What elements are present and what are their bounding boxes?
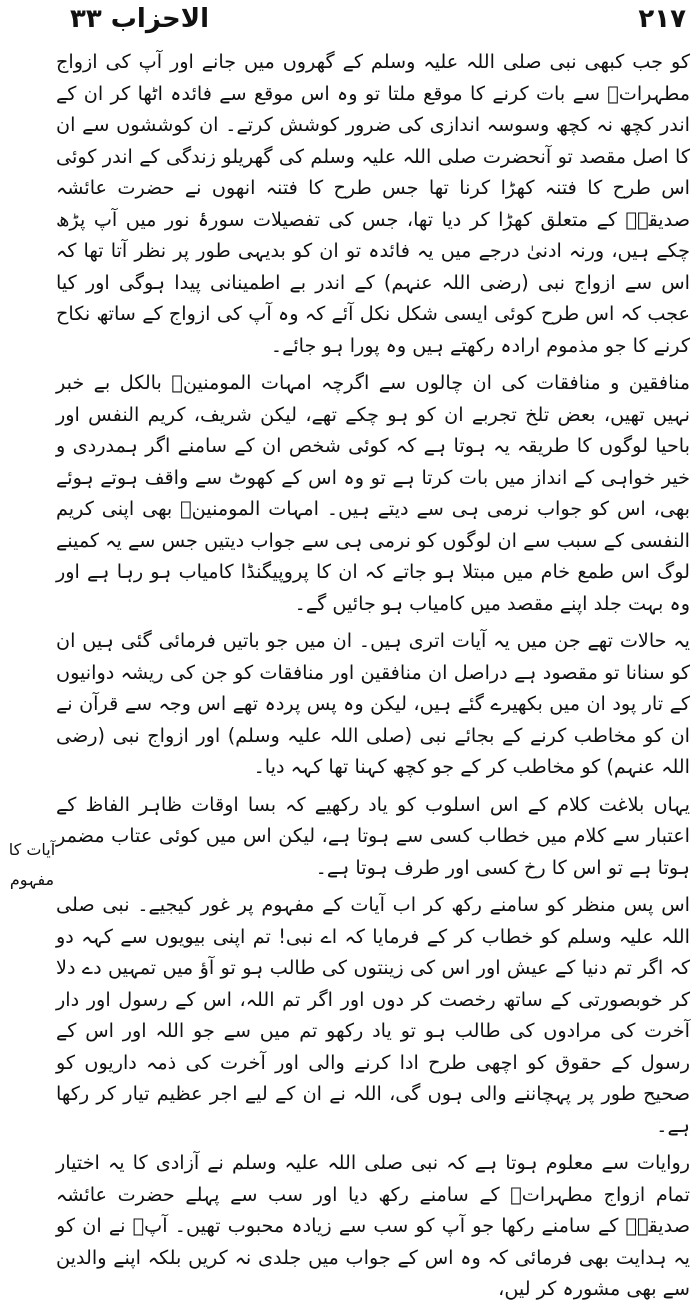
paragraph: کو جب کبھی نبی صلی اللہ علیہ وسلم کے گھروں میں جانے اور آپ کی ازواج مطہراتؓ سے بات کرنے کا موقع ملتا تو وہ اس موقع سے فائدہ اٹھا کر ان کے اندر کچھ نہ کچھ وسوسہ اندازی کی ضرور کوشش کرتے۔ ان کوششوں سے ان کا اصل مقصد تو آنحضرت صلی اللہ علیہ وسلم کی گھریلو زندگی کے اندر کوئی اس طرح کا فتنہ کھڑا کرنا تھا جس طرح کا فتنہ انھوں نے حضرت عائشہ صدیقہؓ کے متعلق کھڑا کر دیا تھا، جس کی تفصیلات سورۂ نور میں آپ پڑھ چکے ہیں، ورنہ ادنیٰ درجے میں یہ فائدہ تو ان کو بدیہی طور پر نظر آتا تھا کہ اس سے ازواج نبی (رضی اللہ عنہم) کے اندر بے اطمینانی پیدا ہوگی اور کیا عجب کہ اس طرح کوئی ایسی شکل نکل آئے کہ وہ آپ کی ازواج کے ساتھ نکاح کرنے کا جو مذموم ارادہ رکھتے ہیں وہ پورا ہو جائے۔ bbox=[56, 50, 690, 357]
paragraph: منافقین و منافقات کی ان چالوں سے اگرچہ امہات المومنینؓ بالکل بے خبر نہیں تھیں، بعض تلخ تجربے ان کو ہو چکے تھے، لیکن شریف، کریم النفس اور باحیا لوگوں کا طریقہ یہ ہوتا ہے کہ کوئی شخص ان کے سامنے اگر ہمدردی و خیر خواہی کے انداز میں بات کرتا ہے تو وہ اس کے کھوٹ سے واقف ہوتے ہوئے بھی، اس کو جواب نرمی ہی سے دیتے ہیں۔ امہات المومنینؓ بھی اپنی کریم النفسی کے سبب سے ان لوگوں کو نرمی ہی سے جواب دیتیں جس سے یہ کمینے لوگ اس طمع خام میں مبتلا ہو جاتے کہ ان کا پروپیگنڈا کامیاب ہو رہا ہے اور وہ بہت جلد اپنے مقصد میں کامیاب ہو جائیں گے۔ bbox=[56, 371, 690, 615]
margin-note: آیات کا مفہوم bbox=[8, 840, 56, 889]
paragraph: یہاں بلاغت کلام کے اس اسلوب کو یاد رکھیے کہ بسا اوقات ظاہر الفاظ کے اعتبار سے کلام میں خطاب کسی سے ہوتا ہے، لیکن اس میں کوئی عتاب مضمر ہوتا ہے تو اس کا رخ کسی اور طرف ہوتا ہے۔ bbox=[56, 792, 690, 879]
paragraph: روایات سے معلوم ہوتا ہے کہ نبی صلی اللہ علیہ وسلم نے آزادی کا یہ اختیار تمام ازواج مطہراتؓ کے سامنے رکھ دیا اور سب سے پہلے حضرت عائشہ صدیقہؓ کے سامنے رکھا جو آپ کو سب سے زیادہ محبوب تھیں۔ آپؐ نے ان کو یہ ہدایت بھی فرمائی کہ وہ اس کے جواب میں جلدی نہ کریں بلکہ اپنے والدین سے بھی مشورہ کر لیں، bbox=[56, 1151, 690, 1300]
page-header bbox=[0, 0, 700, 52]
body-text bbox=[56, 46, 690, 1305]
running-title: الاحزاب ٣٣ bbox=[70, 4, 210, 34]
paragraph: اس پس منظر کو سامنے رکھ کر اب آیات کے مفہوم پر غور کیجیے۔ نبی صلی اللہ علیہ وسلم کو خطاب کر کے فرمایا کہ اے نبی! تم اپنی بیویوں سے کہہ دو کہ اگر تم دنیا کے عیش اور اس کی زینتوں کی طالب ہو تو آؤ میں تمہیں دے دلا کر خوبصورتی کے ساتھ رخصت کر دوں اور اگر تم اللہ، اس کے رسول اور دار آخرت کی مرادوں کی طالب ہو تو یاد رکھو تم میں سے جو اللہ اور اس کے رسول کے حقوق کو اچھی طرح ادا کرنے والی اور آخرت کی ذمہ داریوں کو صحیح طور پر پہچاننے والی ہوں گی، اللہ نے ان کے لیے اجر عظیم تیار کر رکھا ہے۔ bbox=[56, 893, 690, 1137]
paragraph: یہ حالات تھے جن میں یہ آیات اتری ہیں۔ ان میں جو باتیں فرمائی گئی ہیں ان کو سنانا تو مقصود ہے دراصل ان منافقین اور منافقات کو جن کی ریشہ دوانیوں کے تار پود ان میں بکھیرے گئے ہیں، لیکن وہ پس پردہ تھے اس وجہ سے قرآن نے ان کو مخاطب کرنے کے بجائے نبی (صلی اللہ علیہ وسلم) اور ازواج نبی (رضی اللہ عنہم) کو مخاطب کر کے جو کچھ کہنا تھا کہہ دیا۔ bbox=[56, 629, 690, 778]
page-number: ٢١٧ bbox=[638, 4, 686, 34]
